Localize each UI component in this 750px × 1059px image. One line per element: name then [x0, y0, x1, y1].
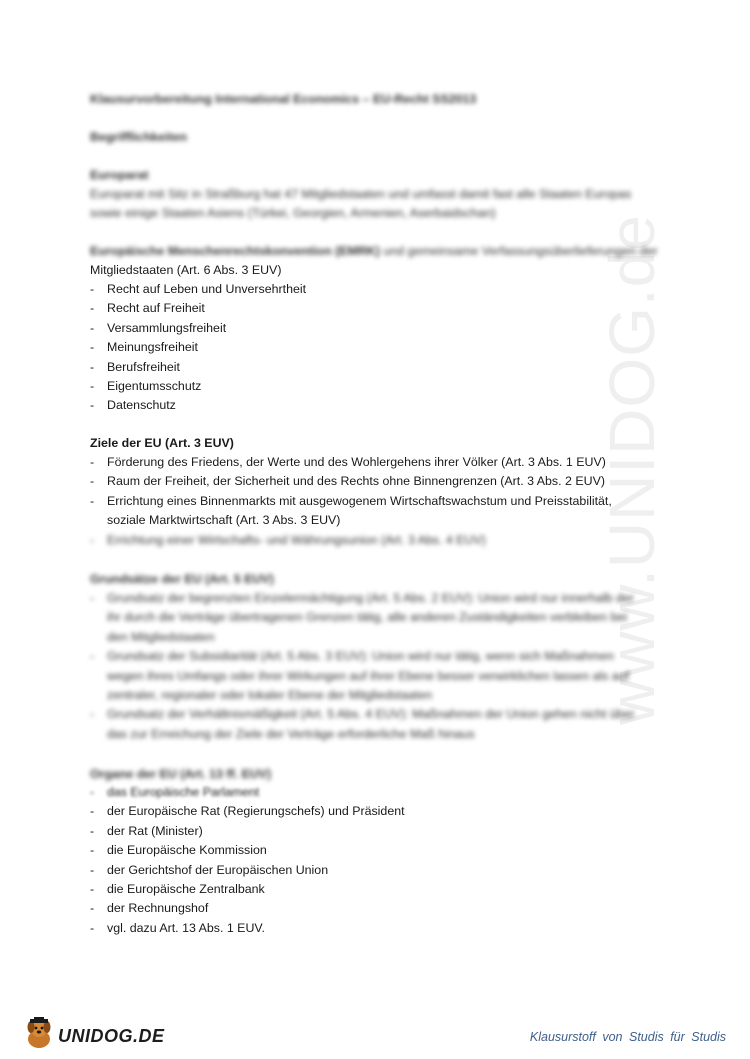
list-item: - die Europäische Kommission: [90, 843, 267, 858]
list-item: - die Europäische Zentralbank: [90, 882, 265, 897]
emrk-list: [90, 280, 660, 416]
emrk-text-2: Mitgliedstaaten (Art. 6 Abs. 3 EUV): [90, 263, 282, 277]
list-item-continuation: soziale Marktwirtschaft (Art. 3 Abs. 3 EUV): [107, 513, 341, 528]
list-item-continuation: das zur Erreichung der Ziele der Verträge erforderliche Maß hinaus: [107, 726, 475, 741]
europarat-text-2: sowie einige Staaten Asiens (Türkei, Georgien, Armenien, Aserbaidschan): [90, 206, 496, 220]
document-title: Klausurvorbereitung International Economics – EU-Recht SS2013: [90, 92, 477, 106]
unidog-logo[interactable]: [22, 1017, 165, 1056]
europarat-text-1: Europarat mit Sitz in Straßburg hat 47 Mitgliedstaaten und umfasst damit fast alle Staaten Europas: [90, 187, 632, 201]
list-item: - Förderung des Friedens, der Werte und des Wohlergehens ihrer Völker (Art. 3 Abs. 1 EUV): [90, 455, 606, 469]
list-item-continuation: den Mitgliedstaaten: [107, 629, 215, 644]
list-item: - Versammlungsfreiheit: [90, 320, 227, 335]
emrk-heading-line: [90, 242, 657, 261]
list-item-continuation: ihr durch die Verträge übertragenen Grenzen tätig, alle anderen Zuständigkeiten verbleiben bei: [107, 610, 628, 625]
list-item: - Errichtung eines Binnenmarkts mit ausgewogenem Wirtschaftswachstum und Preisstabilität,: [90, 493, 612, 508]
list-item: - Errichtung einer Wirtschafts- und Währungsunion (Art. 3 Abs. 4 EUV): [90, 532, 486, 547]
list-item: - Raum der Freiheit, der Sicherheit und des Rechts ohne Binnengrenzen (Art. 3 Abs. 2 EUV): [90, 474, 605, 489]
list-item: - Grundsatz der Verhältnismäßigkeit (Art. 5 Abs. 4 EUV): Maßnahmen der Union gehen nicht über: [90, 707, 635, 722]
list-item: - Grundsatz der Subsidiarität (Art. 5 Abs. 3 EUV): Union wird nur tätig, wenn sich Maßnahmen: [90, 649, 614, 664]
organe-list: [90, 783, 660, 938]
list-item-continuation: wegen ihres Umfangs oder ihrer Wirkungen auf ihrer Ebene besser verwirklichen lassen als auf: [107, 668, 630, 683]
list-item-continuation: zentraler, regionaler oder lokaler Ebene der Mitgliedstaaten: [107, 688, 433, 703]
list-item: - der Rat (Minister): [90, 823, 203, 838]
dog-mascot-icon: [22, 1017, 56, 1056]
list-item: - das Europäische Parlament: [90, 785, 260, 799]
list-item: - der Rechnungshof: [90, 901, 209, 916]
footer-tagline: Klausurstoff von Studis für Studis: [529, 1030, 726, 1044]
watermark: www.UNIDOG.de: [596, 214, 668, 725]
grundsaetze-list: [90, 589, 660, 744]
list-item: - Recht auf Freiheit: [90, 301, 205, 316]
heading-emrk: Europäische Menschenrechtskonvention (EMRK): [90, 244, 380, 258]
heading-europarat: Europarat: [90, 168, 149, 182]
heading-organe: Organe der EU (Art. 13 ff. EUV): [90, 767, 272, 781]
list-item: - der Europäische Rat (Regierungschefs) und Präsident: [90, 804, 405, 819]
logo-text: UNIDOG.DE: [58, 1026, 165, 1046]
list-item: - Recht auf Leben und Unversehrtheit: [90, 282, 307, 296]
list-item: - Grundsatz der begrenzten Einzelermächtigung (Art. 5 Abs. 2 EUV): Union wird nur innerhalb der: [90, 591, 634, 605]
ziele-list: [90, 453, 660, 550]
list-item: - Eigentumsschutz: [90, 379, 202, 394]
heading-grundsaetze: Grundsätze der EU (Art. 5 EUV): [90, 572, 274, 586]
list-item: - der Gerichtshof der Europäischen Union: [90, 862, 329, 877]
heading-ziele: Ziele der EU (Art. 3 EUV): [90, 436, 234, 450]
list-item: - vgl. dazu Art. 13 Abs. 1 EUV.: [90, 920, 265, 935]
list-item: - Berufsfreiheit: [90, 359, 181, 374]
section-heading-begriffe: Begrifflichkeiten: [90, 130, 188, 144]
emrk-heading-rest: und gemeinsame Verfassungsüberlieferungen der: [383, 244, 658, 258]
list-item: - Meinungsfreiheit: [90, 340, 198, 355]
list-item: - Datenschutz: [90, 398, 176, 413]
